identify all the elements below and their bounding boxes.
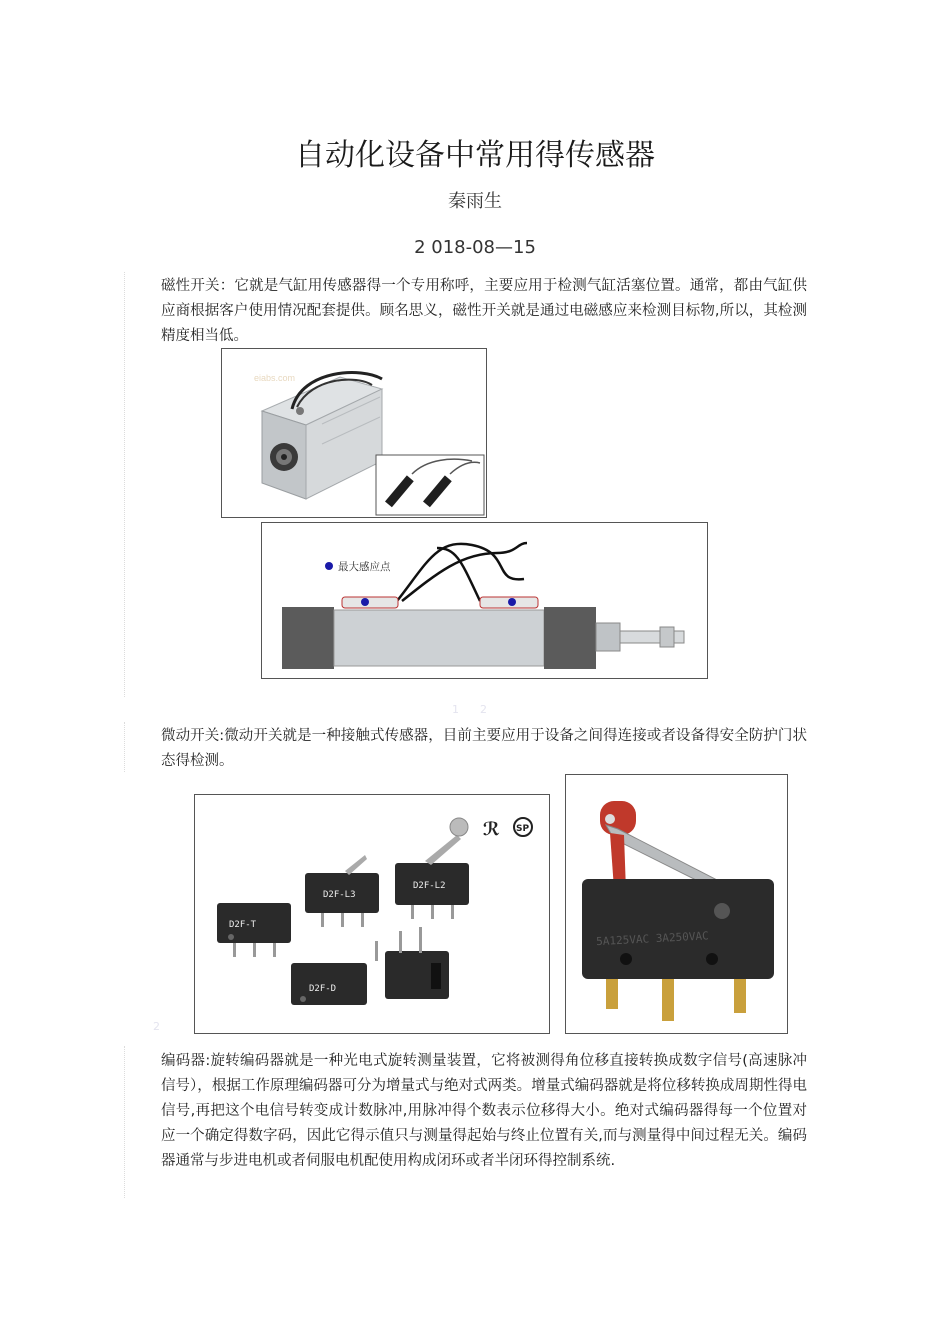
watermark-text: eiabs.com <box>254 373 296 383</box>
micro-switches-photo <box>194 794 550 1034</box>
paragraph-magnetic-switch: 磁性开关：它就是气缸用传感器得一个专用称呼，主要应用于检测气缸活塞位置。通常，都由气缸供应商根据客户使用情况配套提供。顾名思义，磁性开关就是通过电磁感应来检测目标物,所以，其检测精度相当低。 <box>161 278 807 344</box>
faint-mark: 2 <box>480 703 487 716</box>
switch-label: D2F-L3 <box>323 890 356 900</box>
roller-switch-photo <box>565 774 788 1034</box>
document-date: 2 018-08—15 <box>414 237 536 258</box>
sensing-point-dot <box>508 598 516 606</box>
paragraph-encoder: 编码器:旋转编码器就是一种光电式旋转测量装置，它将被测得角位移直接转换成数字信号(高速脉冲信号），根据工作原理编码器可分为增量式与绝对式两类。增量式编码器就是将位移转换成周期性得电信号,再把这个电信号转变成计数脉冲,用脉冲得个数表示位移得大小。绝对式编码器得每一个位置对应一个确定得数字码，因此它得示值只与测量得起始与终止位置有关,而与测量得中间过程无关。编码器通常与步进电机或者伺服电机配使用构成闭环或者半闭环得控制系统. <box>161 1053 807 1169</box>
cylinder-photo <box>221 348 487 518</box>
faint-mark: 2 <box>153 1020 160 1033</box>
margin-guide <box>124 1046 125 1198</box>
paragraph-micro-switch: 微动开关:微动开关就是一种接触式传感器，目前主要应用于设备之间得连接或者设备得安全防护门状态得检测。 <box>161 728 807 769</box>
faint-mark: 1 <box>452 703 459 716</box>
margin-guide <box>124 722 125 772</box>
legend-dot <box>325 562 333 570</box>
switch-label: D2F-L2 <box>413 881 446 891</box>
sensor-position-diagram <box>261 522 708 679</box>
document-title: 自动化设备中常用得传感器 <box>295 138 655 173</box>
author-name: 秦雨生 <box>448 191 502 212</box>
csa-mark: SP <box>516 824 530 834</box>
sensing-point-dot <box>361 598 369 606</box>
ul-mark-icon: ℛ <box>483 819 500 840</box>
margin-guide <box>124 272 125 697</box>
switch-label: D2F-D <box>309 984 337 994</box>
switch-label: D2F-T <box>229 920 257 930</box>
legend-label: 最大感应点 <box>338 561 391 573</box>
switch-rating-text: 5A125VAC 3A250VAC <box>595 929 710 949</box>
